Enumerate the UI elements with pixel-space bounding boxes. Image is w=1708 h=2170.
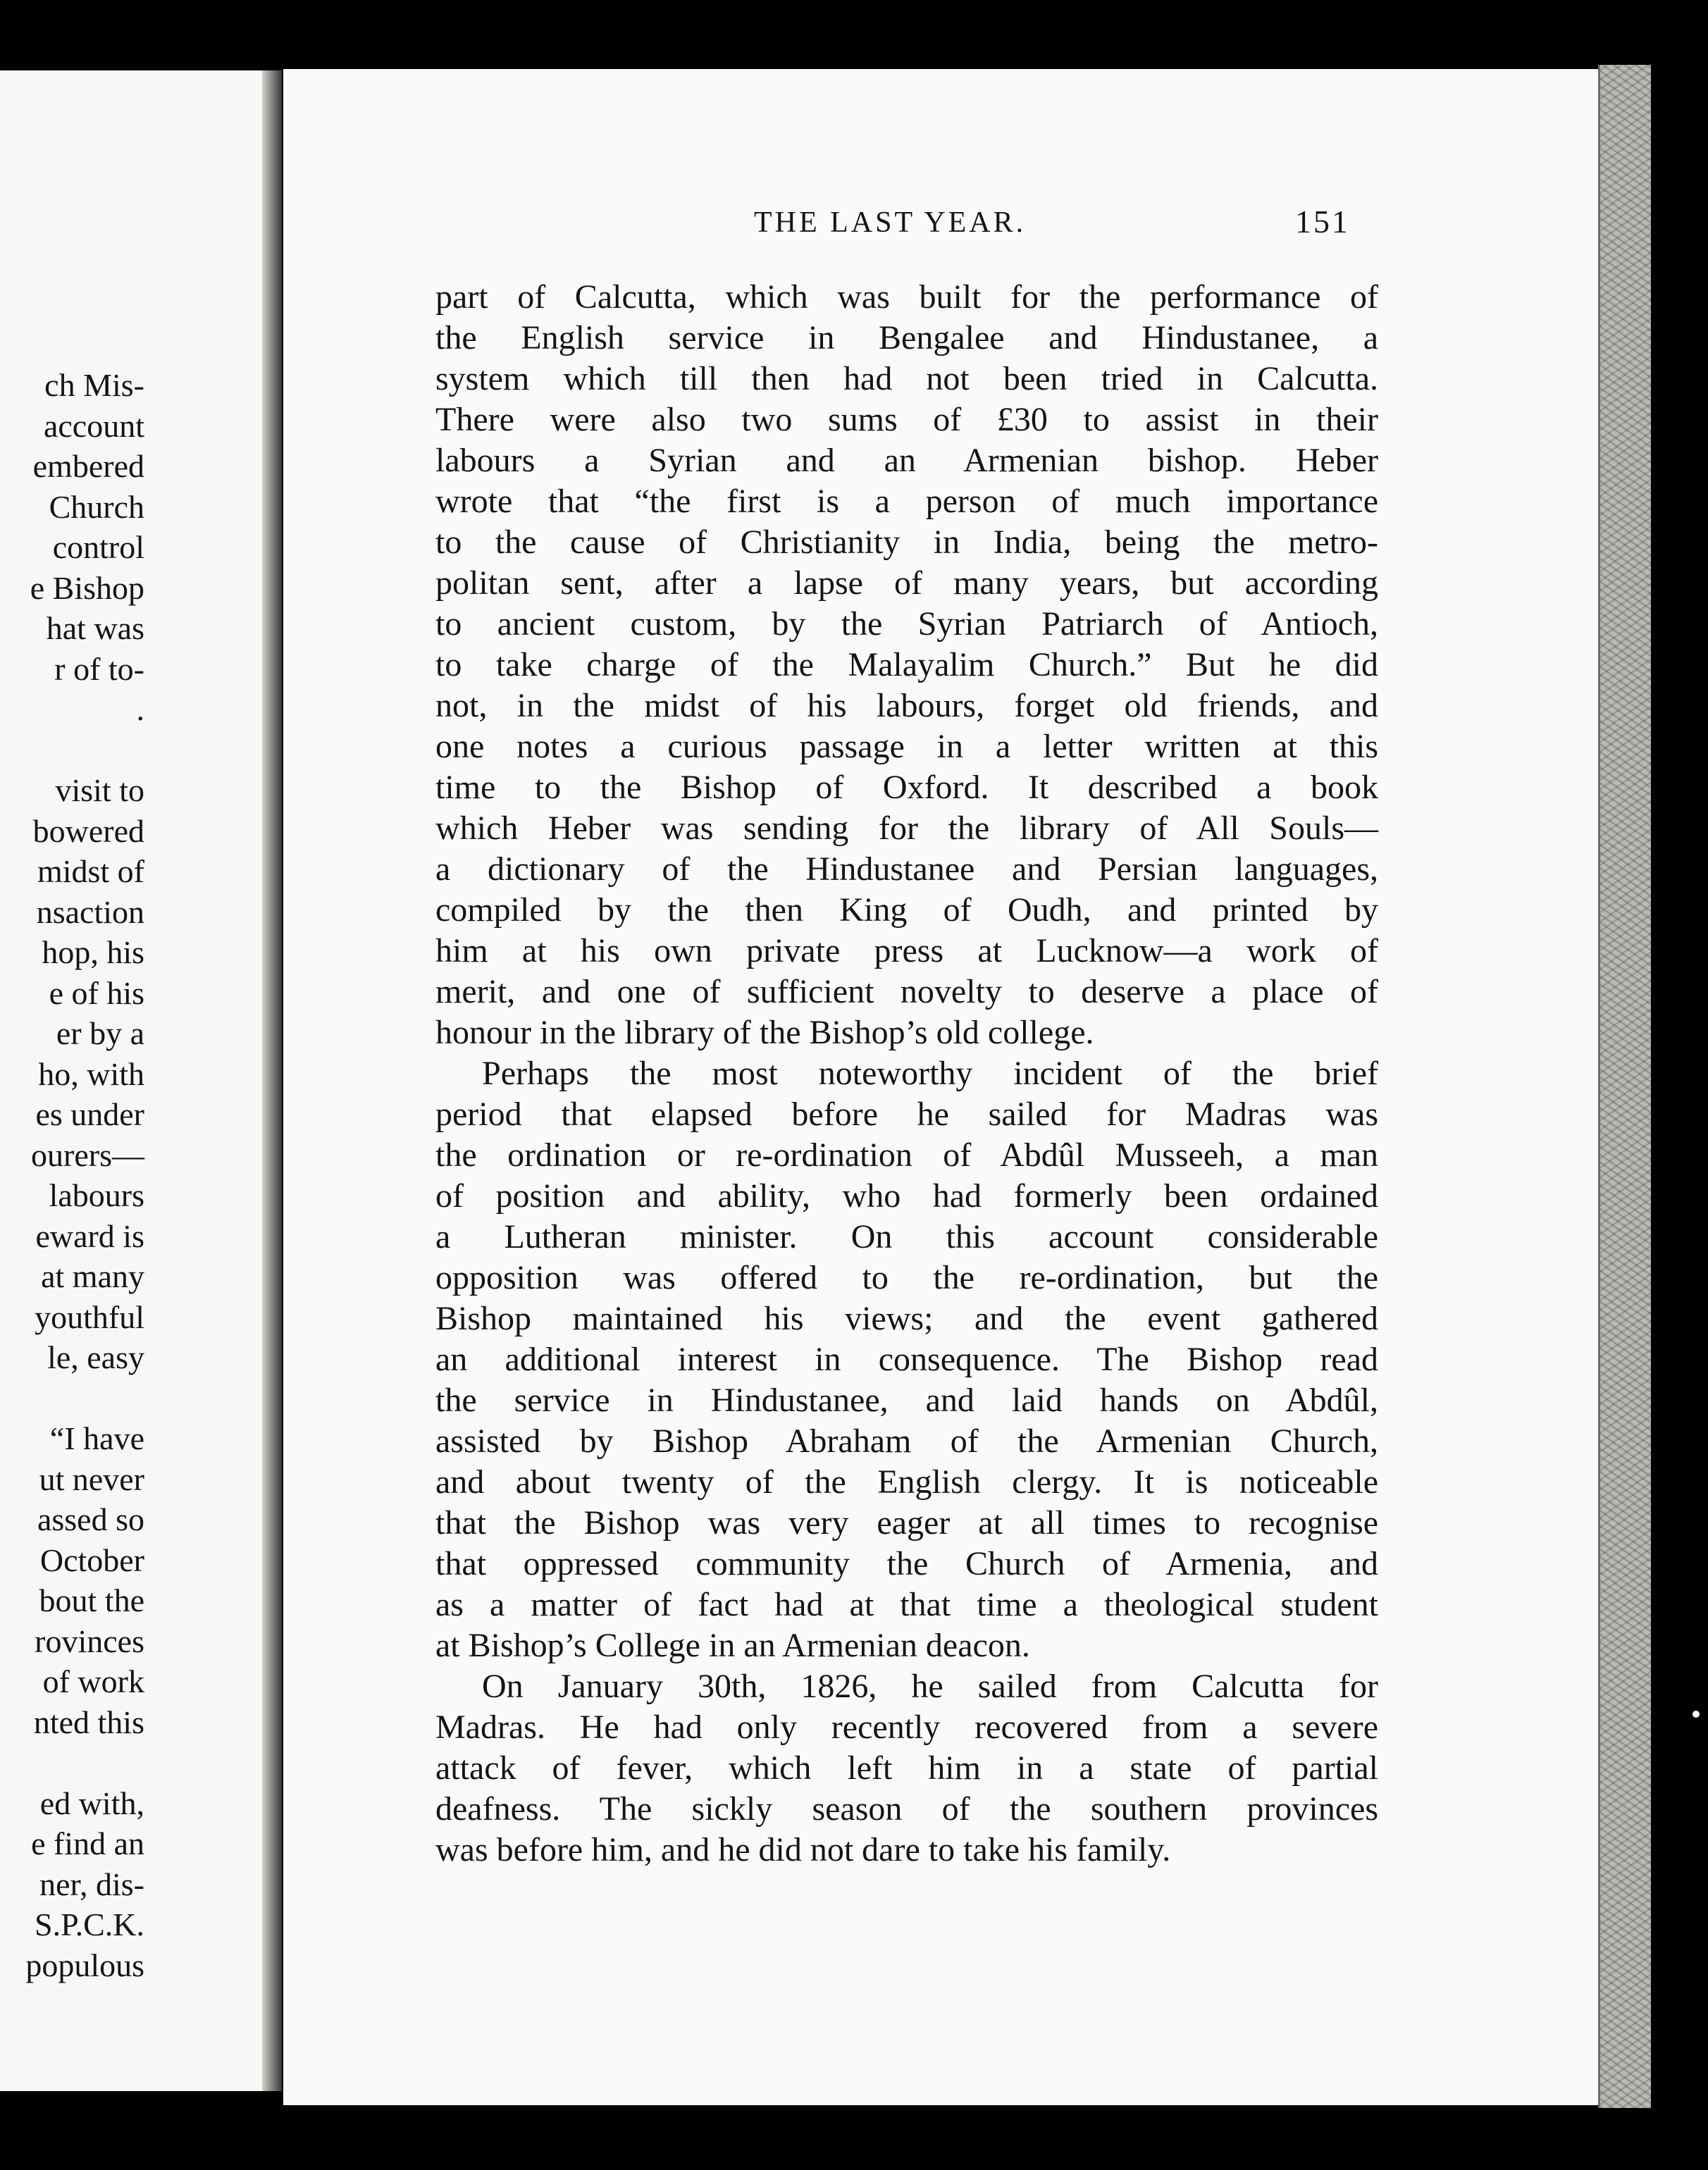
left-page-line: ut never [39, 1461, 144, 1497]
left-page-line: eward is [35, 1217, 144, 1254]
text-line: compiled by the then King of Oudh, and printed by [435, 891, 1378, 929]
left-page-line: assed so [37, 1501, 144, 1537]
left-page-line: labours [49, 1177, 144, 1213]
text-line: system which till then had not been tried in Calcutta. [435, 360, 1378, 397]
left-page-line [0, 1742, 144, 1783]
left-page-line: hat was [46, 610, 144, 646]
left-page-line [0, 730, 144, 771]
page-number: 151 [1295, 204, 1350, 240]
paragraph [435, 1053, 1378, 1666]
text-line: that oppressed community the Church of Armenia, and [435, 1545, 1378, 1582]
text-line: On January 30th, 1826, he sailed from Calcutta for [482, 1668, 1378, 1705]
left-page-line: of work [42, 1663, 144, 1699]
left-page-line: at many [41, 1258, 144, 1294]
left-page-line: rovinces [35, 1623, 144, 1659]
left-page-line: Church [49, 488, 144, 525]
text-line: to take charge of the Malayalim Church.” But he did [435, 646, 1378, 683]
book-gutter [262, 70, 282, 2091]
text-line: labours a Syrian and an Armenian bishop. Heber [435, 442, 1378, 479]
text-line: part of Calcutta, which was built for the performance of [435, 278, 1378, 316]
text-line: to the cause of Christianity in India, being the metro- [435, 523, 1378, 561]
left-page-line: ch Mis- [44, 367, 144, 403]
paragraph [435, 277, 1378, 1053]
left-page-line: es under [35, 1096, 144, 1132]
left-page-line: control [52, 529, 144, 565]
left-page-line: r of to- [54, 650, 144, 687]
page-edges [1598, 65, 1651, 2108]
left-page-line: “I have [49, 1420, 144, 1456]
left-page-line: bowered [32, 812, 144, 849]
running-head: THE LAST YEAR. [754, 206, 1027, 239]
text-line: a dictionary of the Hindustanee and Persian languages, [435, 850, 1378, 888]
text-line: as a matter of fact had at that time a theological student [435, 1586, 1378, 1623]
left-page-line: embered [32, 448, 144, 484]
left-page-line: nted this [33, 1704, 144, 1740]
body-text [435, 277, 1378, 1871]
text-line: him at his own private press at Lucknow—a work of [435, 932, 1378, 969]
text-line: Bishop maintained his views; and the event gathered [435, 1300, 1378, 1337]
scan-speck [1692, 1711, 1700, 1718]
left-page-line [0, 1378, 144, 1419]
text-line: time to the Bishop of Oxford. It described a book [435, 769, 1378, 806]
text-line: was before him, and he did not dare to take his family. [435, 1831, 1171, 1868]
left-page-text [0, 365, 144, 1985]
left-page-line: hop, his [42, 934, 144, 970]
text-line: at Bishop’s College in an Armenian deacon. [435, 1627, 1030, 1664]
left-page-line: midst of [37, 853, 144, 889]
text-line: to ancient custom, by the Syrian Patriarch of Antioch, [435, 605, 1378, 643]
text-line: and about twenty of the English clergy. It is noticeable [435, 1463, 1378, 1501]
left-page-line: populous [25, 1947, 144, 1983]
text-line: assisted by Bishop Abraham of the Armenian Church, [435, 1422, 1378, 1460]
text-line: the ordination or re-ordination of Abdûl Musseeh, a man [435, 1136, 1378, 1174]
left-page-line: le, easy [47, 1339, 144, 1375]
left-page-line: e of his [49, 974, 144, 1011]
text-line: the service in Hindustanee, and laid hands on Abdûl, [435, 1382, 1378, 1419]
text-line: of position and ability, who had formerly been ordained [435, 1177, 1378, 1215]
text-line: deafness. The sickly season of the southern provinces [435, 1790, 1378, 1828]
text-line: an additional interest in consequence. The Bishop read [435, 1341, 1378, 1378]
left-page-line: bout the [39, 1582, 144, 1618]
left-page-line: e find an [31, 1825, 144, 1861]
left-page-line: ner, dis- [39, 1866, 144, 1902]
text-line: attack of fever, which left him in a state of partial [435, 1749, 1378, 1787]
text-line: which Heber was sending for the library of All Souls— [435, 810, 1378, 847]
left-page-line: er by a [56, 1015, 144, 1051]
left-page-line: youthful [35, 1298, 144, 1335]
text-line: Madras. He had only recently recovered from a severe [435, 1709, 1378, 1746]
left-page-line: . [136, 691, 144, 727]
left-page-line: nsaction [36, 893, 144, 930]
text-line: There were also two sums of £30 to assist in their [435, 401, 1378, 438]
paragraph [435, 1666, 1378, 1871]
text-line: period that elapsed before he sailed for Madras was [435, 1096, 1378, 1133]
text-line: the English service in Bengalee and Hindustanee, a [435, 319, 1378, 356]
left-page-line: visit to [55, 772, 144, 808]
left-page-line: e Bishop [30, 569, 144, 606]
text-line: not, in the midst of his labours, forget old friends, and [435, 687, 1378, 724]
text-line: merit, and one of sufficient novelty to deserve a place of [435, 973, 1378, 1010]
text-line: Perhaps the most noteworthy incident of the brief [482, 1055, 1378, 1092]
left-page-line: ourers— [31, 1136, 144, 1173]
left-page-line: ed with, [39, 1785, 144, 1821]
text-line: a Lutheran minister. On this account considerable [435, 1218, 1378, 1256]
text-line: wrote that “the first is a person of much importance [435, 483, 1378, 520]
text-line: honour in the library of the Bishop’s old college. [435, 1014, 1094, 1051]
text-line: one notes a curious passage in a letter written at this [435, 728, 1378, 765]
left-page [0, 70, 262, 2091]
left-page-line: S.P.C.K. [35, 1906, 144, 1942]
text-line: opposition was offered to the re-ordination, but the [435, 1259, 1378, 1296]
text-line: that the Bishop was very eager at all times to recognise [435, 1504, 1378, 1542]
left-page-line: ho, with [38, 1055, 144, 1092]
text-line: politan sent, after a lapse of many years, but according [435, 564, 1378, 602]
left-page-line: account [43, 407, 144, 444]
left-page-line: October [39, 1542, 144, 1578]
